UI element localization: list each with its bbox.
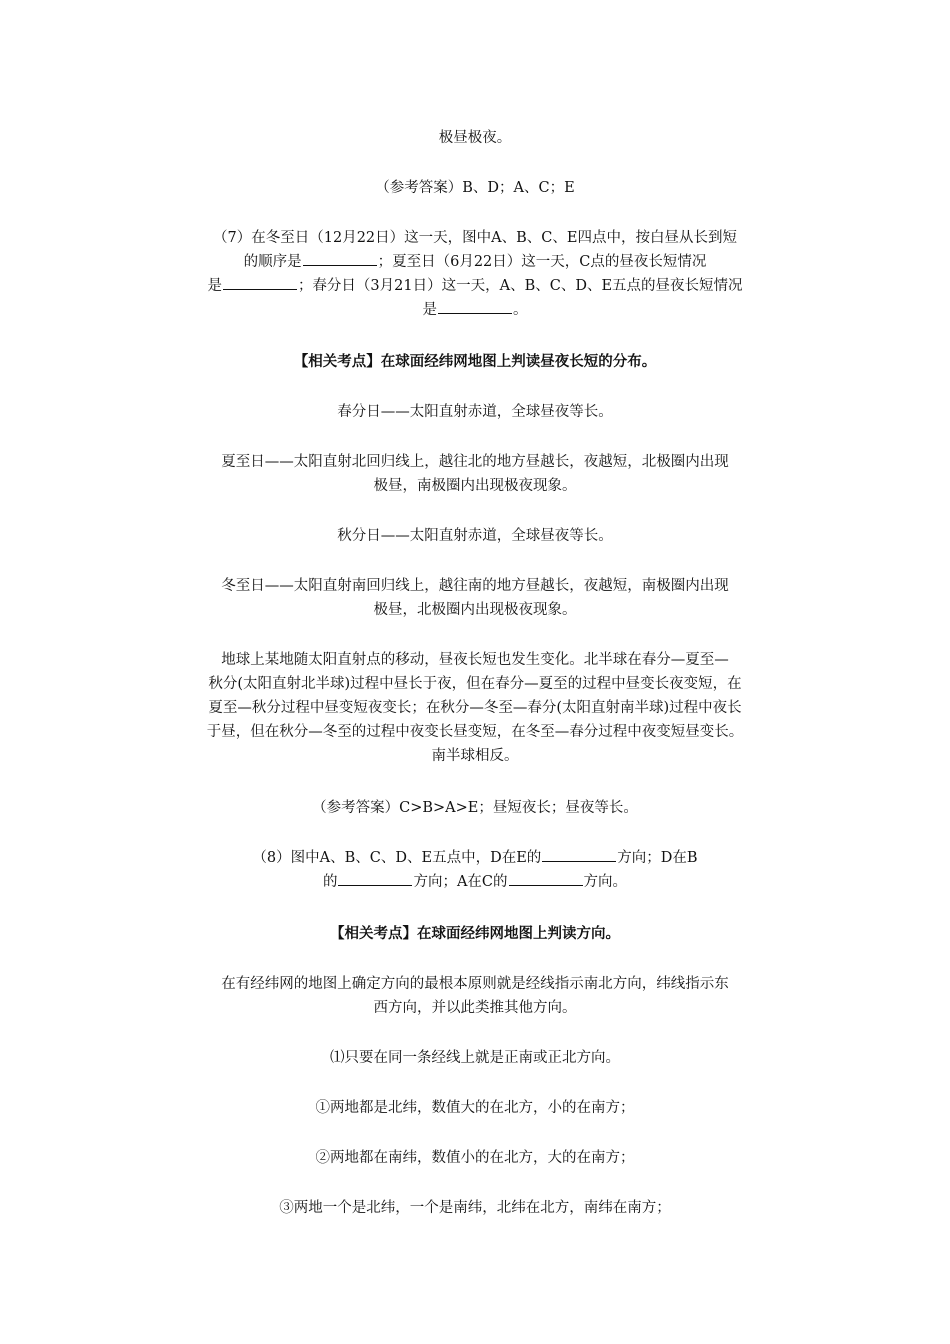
answer-blank bbox=[542, 847, 616, 862]
text-line: 地球上某地随太阳直射点的移动，昼夜长短也发生变化。北半球在春分—夏至— bbox=[221, 652, 729, 668]
text-line: 于昼，但在秋分—冬至的过程中夜变长昼变短，在冬至—春分过程中夜变短昼变长。 bbox=[206, 724, 744, 740]
text-line: ③两地一个是北纬，一个是南纬，北纬在北方，南纬在南方； bbox=[279, 1200, 671, 1216]
text-line: ①两地都是北纬，数值大的在北方，小的在南方； bbox=[315, 1100, 635, 1116]
question-7-line: （7）在冬至日（12月22日）这一天，图中A、B、C、E四点中，按白昼从长到短 bbox=[213, 230, 737, 246]
text-line: 极昼极夜。 bbox=[438, 130, 512, 146]
question-8-line bbox=[0, 870, 950, 894]
question-8-line bbox=[0, 846, 950, 870]
question-7-line bbox=[0, 274, 950, 298]
answer-blank bbox=[338, 871, 412, 886]
text-line: 冬至日——太阳直射南回归线上，越往南的地方昼越长，夜越短，南极圈内出现 bbox=[221, 578, 729, 594]
answer-blank bbox=[509, 871, 583, 886]
text-span: （8）图中A、B、C、D、E五点中，D在E的 bbox=[252, 850, 542, 866]
text-span: 方向。 bbox=[583, 874, 628, 890]
section-heading: 【相关考点】在球面经纬网地图上判读方向。 bbox=[330, 925, 620, 942]
text-span: 的 bbox=[322, 874, 338, 890]
answer-blank bbox=[303, 251, 377, 266]
text-span: 方向；A在C的 bbox=[413, 874, 508, 890]
text-span: ；春分日（3月21日）这一天，A、B、C、D、E五点的昼夜长短情况 bbox=[297, 278, 743, 294]
text-span: 。 bbox=[513, 302, 528, 318]
question-7-line bbox=[0, 250, 950, 274]
text-line: 西方向，并以此类推其他方向。 bbox=[373, 1000, 577, 1016]
text-line: 南半球相反。 bbox=[431, 748, 519, 764]
text-line: 春分日——太阳直射赤道，全球昼夜等长。 bbox=[337, 404, 613, 420]
text-line: 极昼，北极圈内出现极夜现象。 bbox=[373, 602, 577, 618]
answer-blank bbox=[438, 299, 512, 314]
answer-line: （参考答案）B、D；A、C；E bbox=[375, 180, 575, 196]
text-span: 方向；D在B bbox=[617, 850, 698, 866]
text-line: 在有经纬网的地图上确定方向的最根本原则就是经线指示南北方向，纬线指示东 bbox=[221, 976, 729, 992]
section-heading: 【相关考点】在球面经纬网地图上判读昼夜长短的分布。 bbox=[293, 353, 657, 370]
text-span: 是 bbox=[422, 302, 437, 318]
text-span: 是 bbox=[207, 278, 222, 294]
text-line: 秋分日——太阳直射赤道，全球昼夜等长。 bbox=[337, 528, 613, 544]
answer-line: （参考答案）C>B>A>E；昼短夜长；昼夜等长。 bbox=[312, 800, 638, 816]
text-span: ；夏至日（6月22日）这一天，C点的昼夜长短情况 bbox=[377, 254, 707, 270]
text-line: 夏至日——太阳直射北回归线上，越往北的地方昼越长，夜越短，北极圈内出现 bbox=[221, 454, 729, 470]
text-line: ②两地都在南纬，数值小的在北方，大的在南方； bbox=[315, 1150, 635, 1166]
text-line: 秋分(太阳直射北半球)过程中昼长于夜，但在春分—夏至的过程中昼变长夜变短，在 bbox=[208, 676, 742, 692]
text-line: 夏至—秋分过程中昼变短夜变长；在秋分—冬至—春分(太阳直射南半球)过程中夜长 bbox=[208, 700, 742, 716]
answer-blank bbox=[223, 275, 297, 290]
text-line: 极昼，南极圈内出现极夜现象。 bbox=[373, 478, 577, 494]
text-line: ⑴只要在同一条经线上就是正南或正北方向。 bbox=[330, 1050, 620, 1066]
question-7-line bbox=[0, 298, 950, 322]
text-span: 的顺序是 bbox=[243, 254, 302, 270]
